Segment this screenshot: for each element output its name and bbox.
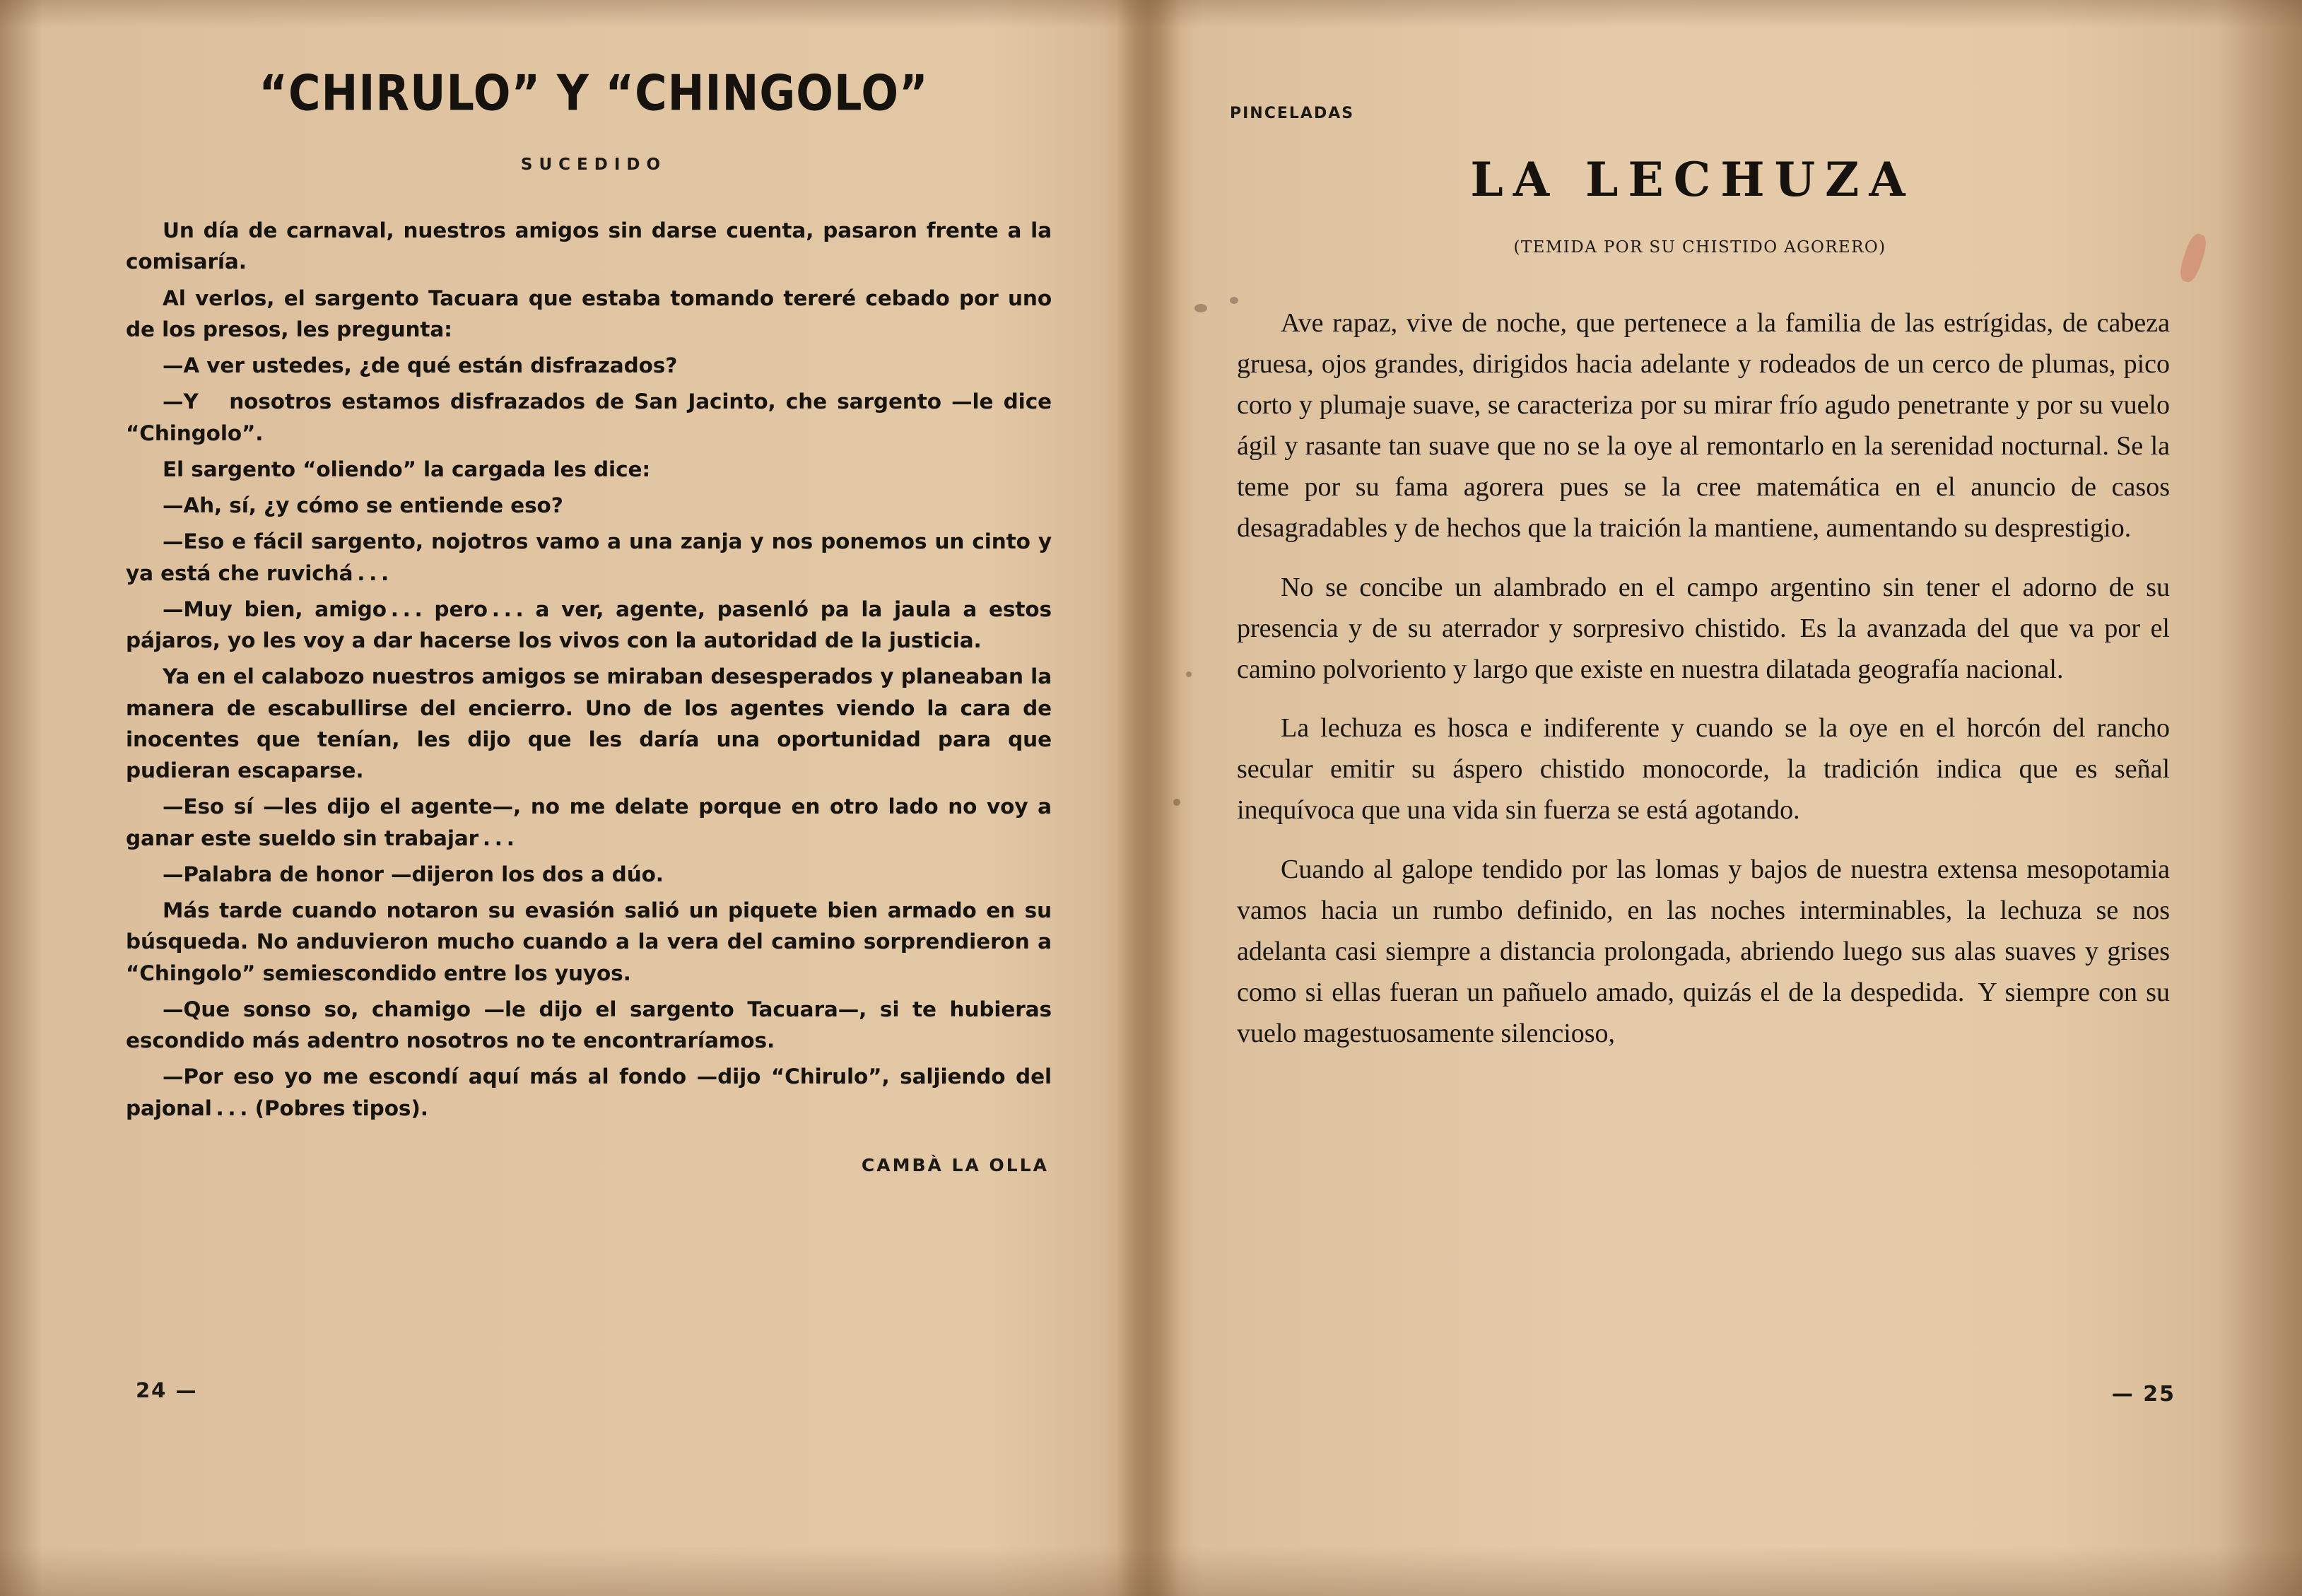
paragraph: La lechuza es hosca e indiferente y cuando se la oye en el horcón del rancho secular emitir su áspero chistido monocorde, la tradición indica que es señal inequívoca que una vida sin fuerza se está agotando. xyxy=(1237,713,2170,826)
paragraph: El sargento “oliendo” la cargada les dice: xyxy=(163,457,651,481)
paragraph: Ya en el calabozo nuestros amigos se miraban desesperados y planeaban la manera de escabullirse del encierro. Uno de los agentes viendo la cara de inocentes que tenían, les dijo que les daría una oportunidad para que pudieran escaparse. xyxy=(126,664,1052,782)
paragraph: Más tarde cuando notaron su evasión salió un piquete bien armado en su búsqueda. No anduvieron mucho cuando a la vera del camino sorprendieron a “Chingolo” semiescondido entre los yuyos. xyxy=(126,898,1052,985)
paragraph: —Por eso yo me escondí aquí más al fondo —dijo “Chirulo”, saljiendo del pajonal . . . (Pobres tipos). xyxy=(126,1064,1052,1120)
paragraph: —Eso e fácil sargento, nojotros vamo a una zanja y nos ponemos un cinto y ya está che ruvichá . . . xyxy=(126,529,1052,585)
paper-speck xyxy=(1194,304,1207,312)
paragraph: —Que sonso so, chamigo —le dijo el sargento Tacuara—, si te hubieras escondido más adentro nosotros no te encontraríamos. xyxy=(126,997,1052,1052)
left-page-title: “CHIRULO” Y “CHINGOLO” xyxy=(259,64,929,122)
right-page-running-head: PINCELADAS xyxy=(1230,105,1355,122)
paragraph: —Muy bien, amigo . . . pero . . . a ver, agente, pasenló pa la jaula a estos pájaros, yo les voy a dar hacerse los vivos con la autoridad de la justicia. xyxy=(126,597,1052,652)
left-page-body xyxy=(106,215,1081,1124)
paragraph: —Ah, sí, ¿y cómo se entiende eso? xyxy=(163,493,563,517)
page-edge-shadow-right xyxy=(2217,0,2302,1596)
right-page-subtitle: (TEMIDA POR SU CHISTIDO AGORERO) xyxy=(1513,238,1886,257)
right-page-body xyxy=(1230,303,2219,1055)
paper-speck xyxy=(1173,799,1180,806)
left-page xyxy=(106,0,1081,1596)
paragraph: —Y nosotros estamos disfrazados de San Jacinto, che sargento —le dice “Chingolo”. xyxy=(126,389,1052,445)
paragraph: Cuando al galope tendido por las lomas y bajos de nuestra extensa mesopotamia vamos hacia un rumbo definido, en las noches interminables, la lechuza se nos adelanta casi siempre a distancia prolongada, abriendo luego sus alas suaves y grises como si ellas fueran un pañuelo amado, quizás el de la despedida. Y siempre con su vuelo magestuosamente silencioso, xyxy=(1237,855,2170,1048)
paragraph: Un día de carnaval, nuestros amigos sin darse cuenta, pasaron frente a la comisaría. xyxy=(126,218,1052,274)
paragraph: No se concibe un alambrado en el campo argentino sin tener el adorno de su presencia y de su aterrador y sorpresivo chistido. Es la avanzada del que va por el camino polvoriento y largo que existe en nuestra dilatada geografía nacional. xyxy=(1237,572,2170,684)
right-page-title: LA LECHUZA xyxy=(1470,152,1915,207)
left-page-signature: CAMBÀ LA OLLA xyxy=(861,1154,1049,1175)
right-page-folio: — 25 xyxy=(2111,1382,2175,1407)
paragraph: —Eso sí —les dijo el agente—, no me delate porque en otro lado no voy a ganar este sueldo sin trabajar . . . xyxy=(126,794,1052,850)
page-edge-shadow-left xyxy=(0,0,42,1596)
paragraph: Ave rapaz, vive de noche, que pertenece a la familia de las estrígidas, de cabeza gruesa, ojos grandes, dirigidos hacia adelante y rodeados de un cerco de plumas, pico corto y plumaje suave, se caracteriza por su mirar frío agudo penetrante y por su vuelo ágil y rasante tan suave que no se la oye al remontarlo en la serenidad nocturnal. Se la teme por su fama agorera pues se la cree matemática en el anuncio de casos desagradables y de hechos que la traición la mantiene, aumentando su desprestigio. xyxy=(1237,308,2170,543)
paragraph: —Palabra de honor —dijeron los dos a dúo. xyxy=(163,862,664,886)
paper-speck xyxy=(1186,671,1192,677)
paragraph: Al verlos, el sargento Tacuara que estaba tomando tereré cebado por uno de los presos, les pregunta: xyxy=(126,286,1052,341)
paragraph: —A ver ustedes, ¿de qué están disfrazados? xyxy=(163,353,678,377)
left-page-folio: 24 — xyxy=(136,1378,198,1402)
right-page xyxy=(1230,0,2219,1596)
left-page-subtitle: SUCEDIDO xyxy=(520,156,667,174)
book-gutter xyxy=(1117,0,1180,1596)
